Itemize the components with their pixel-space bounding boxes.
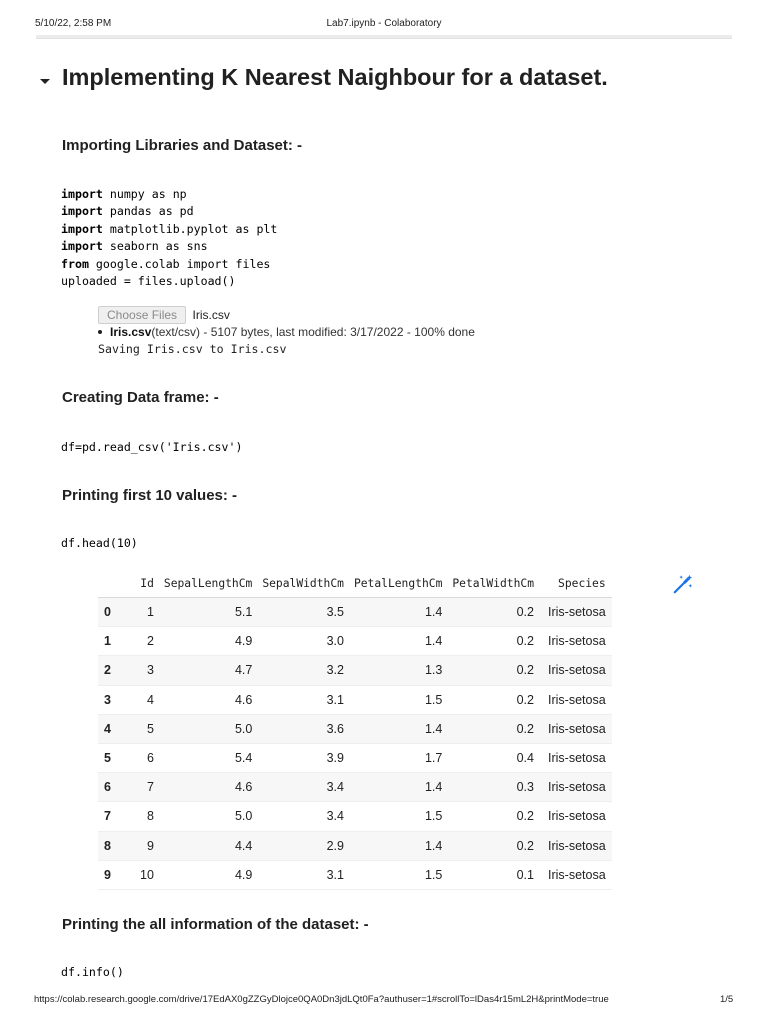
- caret-down-icon[interactable]: [40, 79, 50, 84]
- table-cell: 0.4: [442, 743, 534, 772]
- column-header: Species: [534, 570, 612, 598]
- row-index: 2: [98, 656, 130, 685]
- dataframe-output-table: [98, 570, 612, 890]
- code-line: [61, 203, 277, 220]
- code-line: [61, 186, 277, 203]
- table-cell: Iris-setosa: [534, 860, 612, 889]
- bullet-icon: [98, 330, 102, 334]
- file-upload-widget: [98, 306, 230, 324]
- table-cell: 3.6: [252, 714, 344, 743]
- table-cell: 0.2: [442, 714, 534, 743]
- table-cell: 4.9: [154, 860, 252, 889]
- page-number: 1/5: [720, 994, 734, 1005]
- table-cell: 1.4: [344, 831, 442, 860]
- section-title: Implementing K Nearest Naighbour for a dataset.: [62, 64, 608, 90]
- column-header: SepalLengthCm: [154, 570, 252, 598]
- table-cell: Iris-setosa: [534, 802, 612, 831]
- table-cell: 1.4: [344, 598, 442, 627]
- code-line: [61, 273, 277, 290]
- table-cell: 4.7: [154, 656, 252, 685]
- print-footer: [0, 992, 768, 1008]
- table-row: [98, 802, 612, 831]
- table-cell: Iris-setosa: [534, 714, 612, 743]
- table-cell: 4.4: [154, 831, 252, 860]
- header-divider: [36, 35, 732, 39]
- table-cell: 3.9: [252, 743, 344, 772]
- table-cell: 5.0: [154, 802, 252, 831]
- table-cell: 3: [130, 656, 154, 685]
- table-row: [98, 714, 612, 743]
- table-cell: 3.4: [252, 802, 344, 831]
- table-header-row: [98, 570, 612, 598]
- table-cell: Iris-setosa: [534, 773, 612, 802]
- print-header: [0, 0, 768, 40]
- table-cell: Iris-setosa: [534, 831, 612, 860]
- row-index: 6: [98, 773, 130, 802]
- code-text: matplotlib.pyplot as plt: [102, 221, 278, 236]
- code-line: [61, 238, 277, 255]
- row-index: 9: [98, 860, 130, 889]
- magic-wand-icon[interactable]: [672, 573, 694, 595]
- code-keyword: import: [61, 221, 103, 236]
- table-cell: 1.7: [344, 743, 442, 772]
- table-cell: 0.3: [442, 773, 534, 802]
- table-cell: 1.3: [344, 656, 442, 685]
- choose-files-button[interactable]: Choose Files: [98, 306, 186, 324]
- uploaded-file-detail: (text/csv) - 5107 bytes, last modified: 3/17/2022 - 100% done: [151, 325, 475, 339]
- chosen-file-name: Iris.csv: [192, 308, 230, 322]
- row-index: 5: [98, 743, 130, 772]
- code-text: pandas as pd: [102, 204, 194, 219]
- code-keyword: import: [61, 204, 103, 219]
- table-cell: 4.6: [154, 685, 252, 714]
- table-cell: Iris-setosa: [534, 598, 612, 627]
- table-cell: 0.2: [442, 802, 534, 831]
- table-cell: 2.9: [252, 831, 344, 860]
- table-row: [98, 860, 612, 889]
- print-title: Lab7.ipynb - Colaboratory: [326, 18, 442, 29]
- table-cell: Iris-setosa: [534, 743, 612, 772]
- saving-output: Saving Iris.csv to Iris.csv: [98, 342, 287, 356]
- row-index: 3: [98, 685, 130, 714]
- table-cell: 9: [130, 831, 154, 860]
- import-heading: Importing Libraries and Dataset: -: [62, 137, 303, 154]
- table-cell: 0.2: [442, 831, 534, 860]
- table-row: [98, 743, 612, 772]
- table-cell: 5.4: [154, 743, 252, 772]
- table-row: [98, 685, 612, 714]
- table-row: [98, 831, 612, 860]
- code-keyword: import: [61, 239, 103, 254]
- info-code-cell[interactable]: df.info(): [61, 965, 124, 979]
- table-cell: 3.0: [252, 627, 344, 656]
- column-header: PetalWidthCm: [442, 570, 534, 598]
- table-cell: 1: [130, 598, 154, 627]
- table-row: [98, 773, 612, 802]
- row-index: 7: [98, 802, 130, 831]
- table-cell: 6: [130, 743, 154, 772]
- code-text: seaborn as sns: [102, 239, 208, 254]
- table-cell: 1.5: [344, 802, 442, 831]
- table-cell: 0.2: [442, 598, 534, 627]
- table-cell: 5.1: [154, 598, 252, 627]
- info-heading: Printing the all information of the dataset: -: [62, 916, 369, 933]
- table-cell: 5.0: [154, 714, 252, 743]
- head-code-cell[interactable]: df.head(10): [61, 536, 138, 550]
- code-line: [61, 256, 277, 273]
- table-cell: 0.2: [442, 656, 534, 685]
- table-cell: 3.1: [252, 685, 344, 714]
- table-cell: Iris-setosa: [534, 656, 612, 685]
- code-text: uploaded = files.upload(): [61, 274, 236, 289]
- table-cell: 4.6: [154, 773, 252, 802]
- code-text: google.colab import files: [88, 256, 271, 271]
- table-cell: 1.4: [344, 627, 442, 656]
- table-cell: 5: [130, 714, 154, 743]
- upload-status: [98, 325, 475, 339]
- table-cell: 1.5: [344, 685, 442, 714]
- table-cell: 8: [130, 802, 154, 831]
- column-header: Id: [130, 570, 154, 598]
- code-keyword: import: [61, 187, 103, 201]
- print-date: 5/10/22, 2:58 PM: [35, 18, 112, 29]
- table-cell: 0.1: [442, 860, 534, 889]
- table-cell: 10: [130, 860, 154, 889]
- table-cell: 2: [130, 627, 154, 656]
- row-index: 8: [98, 831, 130, 860]
- table-cell: 3.4: [252, 773, 344, 802]
- row-index: 4: [98, 714, 130, 743]
- column-header: [98, 570, 130, 598]
- table-row: [98, 598, 612, 627]
- table-cell: 7: [130, 773, 154, 802]
- table-cell: 3.1: [252, 860, 344, 889]
- table-row: [98, 656, 612, 685]
- uploaded-file-name: Iris.csv: [110, 325, 152, 339]
- table-cell: Iris-setosa: [534, 685, 612, 714]
- column-header: SepalWidthCm: [252, 570, 344, 598]
- column-header: PetalLengthCm: [344, 570, 442, 598]
- table-cell: 1.4: [344, 714, 442, 743]
- dataframe-code-cell[interactable]: df=pd.read_csv('Iris.csv'): [61, 440, 243, 454]
- table-row: [98, 627, 612, 656]
- code-text: numpy as np: [102, 187, 187, 201]
- table-cell: 0.2: [442, 627, 534, 656]
- table-cell: 4.9: [154, 627, 252, 656]
- table-cell: 1.5: [344, 860, 442, 889]
- dataframe-heading: Creating Data frame: -: [62, 389, 219, 406]
- head-heading: Printing first 10 values: -: [62, 487, 238, 504]
- table-cell: 1.4: [344, 773, 442, 802]
- table-cell: 4: [130, 685, 154, 714]
- table-cell: 3.5: [252, 598, 344, 627]
- table-cell: 0.2: [442, 685, 534, 714]
- print-url: https://colab.research.google.com/drive/17EdAX0gZZGyDlojce0QA0Dn3jdLQt0Fa?authuser=1#scrollTo=lDas4r15mL2H&printMode=true: [34, 994, 609, 1005]
- table-cell: 3.2: [252, 656, 344, 685]
- code-keyword: from: [61, 256, 89, 271]
- row-index: 0: [98, 598, 130, 627]
- import-code-cell[interactable]: [61, 186, 277, 290]
- table-cell: Iris-setosa: [534, 627, 612, 656]
- code-line: [61, 221, 277, 238]
- row-index: 1: [98, 627, 130, 656]
